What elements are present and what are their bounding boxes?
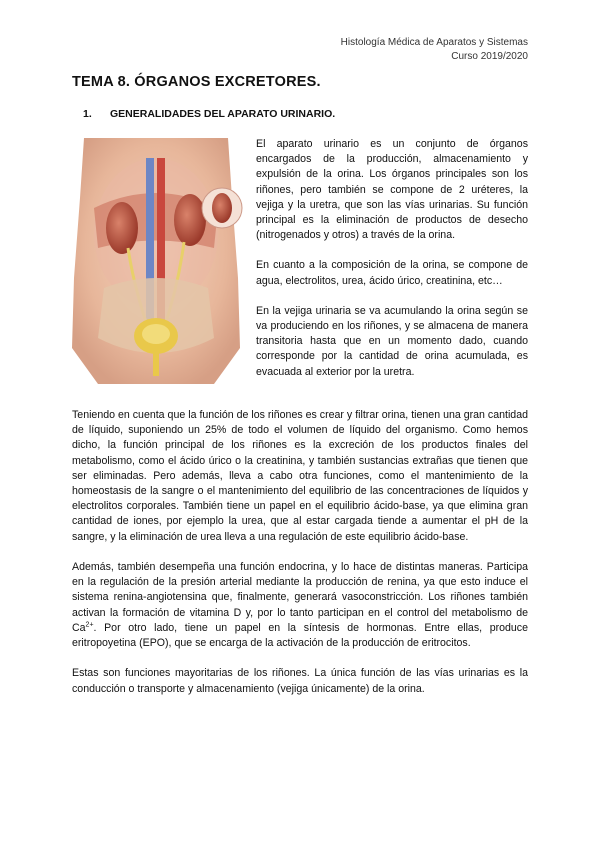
section-title: GENERALIDADES DEL APARATO URINARIO.: [110, 108, 336, 120]
endocrine-paragraph: [72, 560, 528, 651]
body-text: [72, 408, 528, 712]
urinary-system-illustration: [64, 138, 248, 384]
anatomy-drawing: [64, 138, 248, 384]
endocrine-text-a: Además, también desempeña una función endocrina, y lo hace de distintas maneras. Participa en la regulación de la presión arterial mediante la producción de renina, ya que esto induce el sistema renina-angiotensina que, finalmente, generará vasoconstricción. Los riñones también activan la formación de vitamina D y, por lo tanto participan en el control del metabolismo de Ca: [72, 561, 528, 634]
course-name: Histología Médica de Aparatos y Sistemas: [340, 37, 528, 48]
section-number: 1.: [83, 108, 92, 120]
intro-column: [256, 137, 528, 395]
page-title: TEMA 8. ÓRGANOS EXCRETORES.: [72, 74, 321, 90]
endocrine-text-b: . Por otro lado, tiene un papel en la síntesis de hormonas. Entre ellas, produce eritropoyetina (EPO), que se encarga de la activación de la producción de eritrocitos.: [72, 621, 528, 650]
urine-composition-paragraph: En cuanto a la composición de la orina, se compone de agua, electrolitos, urea, ácido úrico, creatinina, etc…: [256, 259, 528, 287]
intro-paragraph: El aparato urinario es un conjunto de órganos encargados de la producción, almacenamiento y expulsión de la orina. Los órganos principales son los riñones, pero también se compone de 2 uréteres, la vejiga y la uretra, que son las vías urinarias. Su función principal es la eliminación de productos de desecho (nitrogenados y otros) a través de la orina.: [256, 138, 528, 242]
bladder-paragraph: En la vejiga urinaria se va acumulando la orina según se va produciendo en los riñones, y se almacena de manera transitoria hasta que en un momento dado, cuando corresponde por la cantidad de orina acumulada, es evacuada al exterior por la uretra.: [256, 304, 528, 378]
summary-paragraph: Estas son funciones mayoritarias de los riñones. La única función de las vías urinarias es la conducción o transporte y almacenamiento (vejiga únicamente) de la orina.: [72, 667, 528, 695]
course-year: Curso 2019/2020: [451, 51, 528, 62]
document-header: [341, 36, 528, 64]
calcium-charge: 2+: [85, 621, 94, 629]
kidney-function-paragraph: Teniendo en cuenta que la función de los riñones es crear y filtrar orina, tienen una gran cantidad de líquido, suponiendo un 25% de todo el volumen de líquido del organismo. Como hemos dicho, la función principal de los riñones es la excreción de los productos finales del metabolismo, como el ácido úrico o la creatinina, y también sustancias extrañas que tienen que ser eliminadas. Pero además, lleva a cabo otra funciones, como el mantenimiento de la homeostasis de la sangre o el mantenimiento del equilibrio de las concentraciones de líquidos y electrolitos corporales. También tiene un papel en el equilibrio ácido-base, ya que elimina gran cantidad de iones, por ejemplo la urea, que al estar cargada tiende a aumentar el pH de la sangre, y la eliminación de urea lleva a una regulación de este equilibrio ácido-base.: [72, 409, 528, 543]
section-heading: [83, 108, 335, 120]
